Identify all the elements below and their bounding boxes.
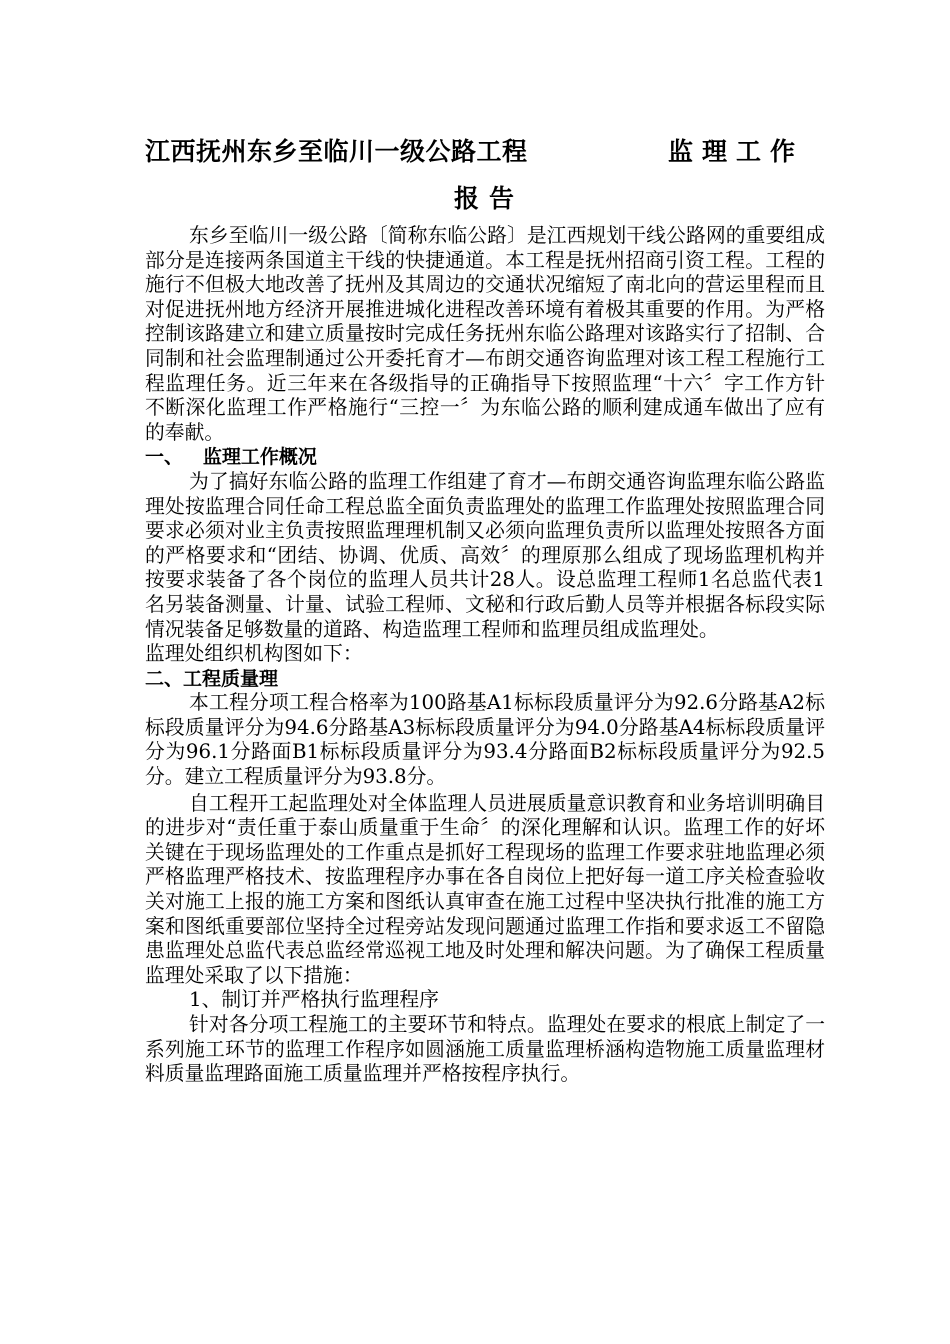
section-2-heading: 二、工程质量理 <box>145 667 279 690</box>
section-1-heading: 一、 监理工作概况 <box>145 446 317 469</box>
quality-management-paragraph: 自工程开工起监理处对全体监理人员进展质量意识教育和业务培训明确目的进步对“责任重于泰山质量重于生命〞的深化理解和认识。监理工作的好坏关键在于现场监理处的工作重点是抓好工程现场的监理工作要求驻地监理必须严格监理严格技术、按监理程序办事在各自岗位上把好每一道工序关检查验收关对施工上报的施工方案和图纸认真审查在施工过程中坚决执行批准的施工方案和图纸重要部位坚持全过程旁站发现问题通过监理工作指和要求返工不留隐患监理处总监代表总监经常巡视工地及时处理和解决问题。为了确保工程质量监理处采取了以下措施： <box>145 791 825 987</box>
intro-paragraph: 东乡至临川一级公路〔简称东临公路〕是江西规划干线公路网的重要组成部分是连接两条国道主干线的快捷通道。本工程是抚州招商引资工程。工程的施行不但极大地改善了抚州及其周边的交通状况缩短了南北向的营运里程而且对促进抚州地方经济开展推进城化进程改善环境有着极其重要的作用。为严格控制该路建立和建立质量按时完成任务抚州东临公路理对该路实行了招制、合同制和社会监理制通过公开委托育才—布朗交通咨询监理对该工程工程施行工程监理任务。近三年来在各级指导的正确指导下按照监理“十六〞字工作方针不断深化监理工作严格施行“三控一〞为东临公路的顺利建成通车做出了应有的奉献。 <box>145 224 825 444</box>
title-continuation: 报告 <box>453 184 524 213</box>
document-page <box>145 130 825 1087</box>
document-title <box>145 130 825 174</box>
title-main-text: 江西抚州东乡至临川一级公路工程 <box>145 137 528 166</box>
measure-1-paragraph: 针对各分项工程施工的主要环节和特点。监理处在要求的根底上制定了一系列施工环节的监理工作程序如圆涵施工质量监理桥涵构造物施工质量监理材料质量监理路面施工质量监理并严格按程序执行。 <box>145 1013 825 1086</box>
title-suffix-text: 监理工作 <box>668 137 805 166</box>
quality-scores-paragraph: 本工程分项工程合格率为100路基A1标标段质量评分为92.6分路基A2标标段质量评分为94.6分路基A3标标段质量评分为94.0分路基A4标标段质量评分为96.1分路面B1标标段质量评分为93.4分路面B2标标段质量评分为92.5分。建立工程质量评分为93.8分。 <box>145 691 825 789</box>
measure-1-heading: 1、制订并严格执行监理程序 <box>189 988 439 1012</box>
org-chart-caption: 监理处组织机构图如下： <box>145 642 363 666</box>
section-1-paragraph: 为了搞好东临公路的监理工作组建了育才—布朗交通咨询监理东临公路监理处按监理合同任命工程总监全面负责监理处的监理工作监理处按照监理合同要求必须对业主负责按照监理理机制又必须向监理负责所以监理处按照各方面的严格要求和“团结、协调、优质、高效〞的理原那么组成了现场监理机构并按要求装备了各个岗位的监理人员共计28人。设总监理工程师1名总监代表1名另装备测量、计量、试验工程师、文秘和行政后勤人员等并根据各标段实际情况装备足够数量的道路、构造监理工程师和监理员组成监理处。 <box>145 469 825 641</box>
